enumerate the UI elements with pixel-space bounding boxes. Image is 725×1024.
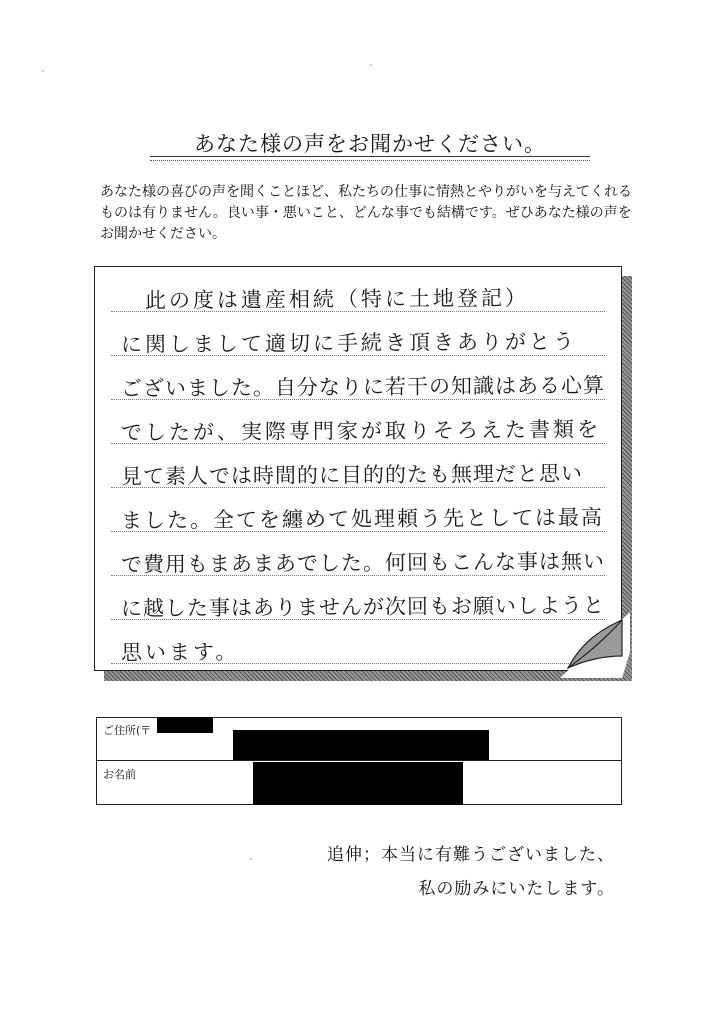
intro-text: あなた様の喜びの声を聞くことほど、私たちの仕事に情熱とやりがいを与えてくれるものは有りません。良い事・悪いこと、どんな事でも結構です。ぜひあなた様の声をお聞かせください。 — [100, 184, 632, 242]
handwritten-line: で費用もまあまあでした。何回もこんな事は無い — [120, 549, 606, 577]
address-label: ご住所(〒 — [103, 724, 152, 737]
scan-speck — [370, 64, 372, 66]
handwritten-line: に関しまして適切に手続き頂きありがとう — [120, 329, 578, 357]
handwritten-line: ございました。自分なりに若干の知識はある心算 — [120, 373, 606, 401]
page-curl-icon — [560, 612, 630, 678]
redaction-name — [253, 762, 463, 805]
handwritten-line: 思います。 — [120, 639, 240, 665]
handwritten-line: でしたが、実際専門家が取りそろえた書類を — [120, 417, 602, 445]
scan-speck — [42, 70, 44, 72]
postscript-line-1: 追伸；本当に有難うございました、 — [327, 845, 615, 865]
title-underline — [150, 156, 590, 161]
handwritten-line: に越した事はありませんが次回もお願いしようと — [120, 593, 606, 621]
scan-speck — [250, 858, 252, 860]
handwritten-line: 見て素人では時間的に目的的たも無理だと思い — [120, 461, 584, 489]
postscript-line-2: 私の励みにいたします。 — [418, 879, 615, 899]
redaction-address — [233, 730, 489, 760]
form-divider — [97, 760, 621, 761]
testimonial-card — [94, 266, 622, 671]
redaction-postal — [157, 717, 213, 733]
page-title: あなた様の声をお聞かせください。 — [194, 132, 546, 156]
handwritten-line: ました。全てを纏めて処理頼う先としては最高 — [120, 505, 605, 533]
name-label: お名前 — [103, 768, 136, 781]
handwritten-line: 此の度は遺産相続（特に土地登記） — [144, 285, 530, 313]
